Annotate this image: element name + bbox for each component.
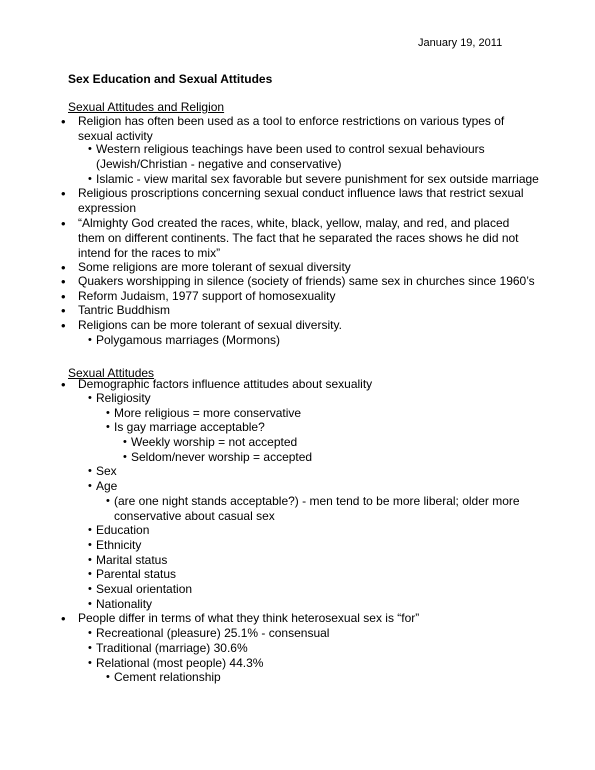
list-item <box>88 553 168 568</box>
bullet-icon: • <box>61 318 66 333</box>
section-heading-attitudes: Sexual Attitudes <box>68 366 155 380</box>
list-item <box>88 582 193 597</box>
bullet-icon: • <box>88 598 92 610</box>
list-item-text: (are one night stands acceptable?) - men tend to be more liberal; older more <box>114 494 520 508</box>
list-item-text: Religious proscriptions concerning sexual conduct influence laws that restrict sexual <box>78 186 524 200</box>
bullet-icon: • <box>88 554 92 566</box>
list-item-text: Sex <box>96 464 117 478</box>
bullet-icon: • <box>106 671 110 683</box>
list-item <box>61 289 336 304</box>
bullet-icon: • <box>88 480 92 492</box>
list-item <box>61 377 373 392</box>
list-item-text: Weekly worship = not accepted <box>131 435 298 449</box>
list-item <box>61 260 351 275</box>
list-item-text: Recreational (pleasure) 25.1% - consensual <box>96 626 330 640</box>
list-item <box>88 641 248 656</box>
list-item <box>88 391 151 406</box>
list-item <box>123 450 313 465</box>
bullet-icon: • <box>106 421 110 433</box>
bullet-icon: • <box>61 186 66 201</box>
list-item <box>106 494 520 524</box>
list-item-text: Quakers worshipping in silence (society of friends) same sex in churches since 1960’s <box>78 274 535 288</box>
bullet-icon: • <box>123 436 127 448</box>
list-item <box>88 656 264 671</box>
list-item-text: conservative about casual sex <box>114 509 275 523</box>
list-item-text: Tantric Buddhism <box>78 303 171 317</box>
list-item-text: Western religious teachings have been used to control sexual behaviours <box>96 142 485 156</box>
bullet-icon: • <box>88 392 92 404</box>
bullet-icon: • <box>61 611 66 626</box>
bullet-icon: • <box>88 465 92 477</box>
list-item <box>88 464 117 479</box>
list-item-text: Marital status <box>96 553 168 567</box>
bullet-icon: • <box>88 173 92 185</box>
list-item-text: Religions can be more tolerant of sexual diversity. <box>78 318 342 332</box>
list-item-text: Sexual orientation <box>96 582 193 596</box>
list-item-text: More religious = more conservative <box>114 406 302 420</box>
list-item-text: Education <box>96 523 150 537</box>
bullet-icon: • <box>88 627 92 639</box>
list-item-text: “Almighty God created the races, white, black, yellow, malay, and red, and placed <box>78 216 510 230</box>
list-item-text: People differ in terms of what they think heterosexual sex is “for” <box>78 611 420 625</box>
list-item <box>61 216 519 261</box>
document-date: January 19, 2011 <box>418 37 503 49</box>
list-item-text: Religion has often been used as a tool to enforce restrictions on various types of <box>78 114 505 128</box>
list-item-text: Nationality <box>96 597 153 611</box>
list-item-text: intend for the races to mix” <box>78 246 221 260</box>
list-item <box>88 479 118 494</box>
list-item <box>61 611 420 626</box>
list-item-text: Relational (most people) 44.3% <box>96 656 264 670</box>
bullet-icon: • <box>61 216 66 231</box>
list-item-text: expression <box>78 201 137 215</box>
list-item-text: Reform Judaism, 1977 support of homosexuality <box>78 289 336 303</box>
bullet-icon: • <box>88 539 92 551</box>
bullet-icon: • <box>88 583 92 595</box>
bullet-icon: • <box>88 524 92 536</box>
list-item <box>106 420 265 435</box>
bullet-icon: • <box>61 260 66 275</box>
list-item <box>106 670 221 685</box>
list-item-text: Age <box>96 479 118 493</box>
list-item-text: them on different continents. The fact that he separated the races shows he did not <box>78 231 519 245</box>
list-item-text: Polygamous marriages (Mormons) <box>96 333 281 347</box>
list-item <box>88 538 142 553</box>
bullet-icon: • <box>61 289 66 304</box>
section-heading-religion: Sexual Attitudes and Religion <box>68 100 225 114</box>
list-item <box>88 523 150 538</box>
list-item <box>88 567 177 582</box>
document-title: Sex Education and Sexual Attitudes <box>68 72 273 86</box>
list-item <box>88 333 281 348</box>
bullet-icon: • <box>88 568 92 580</box>
bullet-icon: • <box>61 303 66 318</box>
list-item <box>88 626 330 641</box>
list-item-text: sexual activity <box>78 129 153 143</box>
list-item <box>88 597 153 612</box>
bullet-icon: • <box>61 274 66 289</box>
bullet-icon: • <box>61 377 66 392</box>
list-item-text: (Jewish/Christian - negative and conservative) <box>96 157 342 171</box>
list-item <box>106 406 302 421</box>
list-item-text: Traditional (marriage) 30.6% <box>96 641 248 655</box>
list-item <box>88 142 485 172</box>
list-item-text: Religiosity <box>96 391 151 405</box>
bullet-icon: • <box>106 407 110 419</box>
bullet-icon: • <box>88 657 92 669</box>
list-item <box>61 114 505 144</box>
bullet-icon: • <box>88 642 92 654</box>
list-item-text: Is gay marriage acceptable? <box>114 420 265 434</box>
list-item-text: Seldom/never worship = accepted <box>131 450 313 464</box>
bullet-icon: • <box>123 451 127 463</box>
bullet-icon: • <box>88 334 92 346</box>
list-item-text: Some religions are more tolerant of sexual diversity <box>78 260 351 274</box>
list-item-text: Ethnicity <box>96 538 142 552</box>
list-item-text: Demographic factors influence attitudes about sexuality <box>78 377 373 391</box>
list-item <box>61 274 535 289</box>
list-item <box>61 303 171 318</box>
bullet-icon: • <box>88 143 92 155</box>
list-item <box>61 186 524 216</box>
bullet-icon: • <box>61 114 66 129</box>
list-item <box>61 318 342 333</box>
list-item <box>88 172 539 187</box>
list-item-text: Islamic - view marital sex favorable but severe punishment for sex outside marriage <box>96 172 539 186</box>
list-item-text: Cement relationship <box>114 670 221 684</box>
bullet-icon: • <box>106 495 110 507</box>
list-item <box>123 435 298 450</box>
list-item-text: Parental status <box>96 567 177 581</box>
